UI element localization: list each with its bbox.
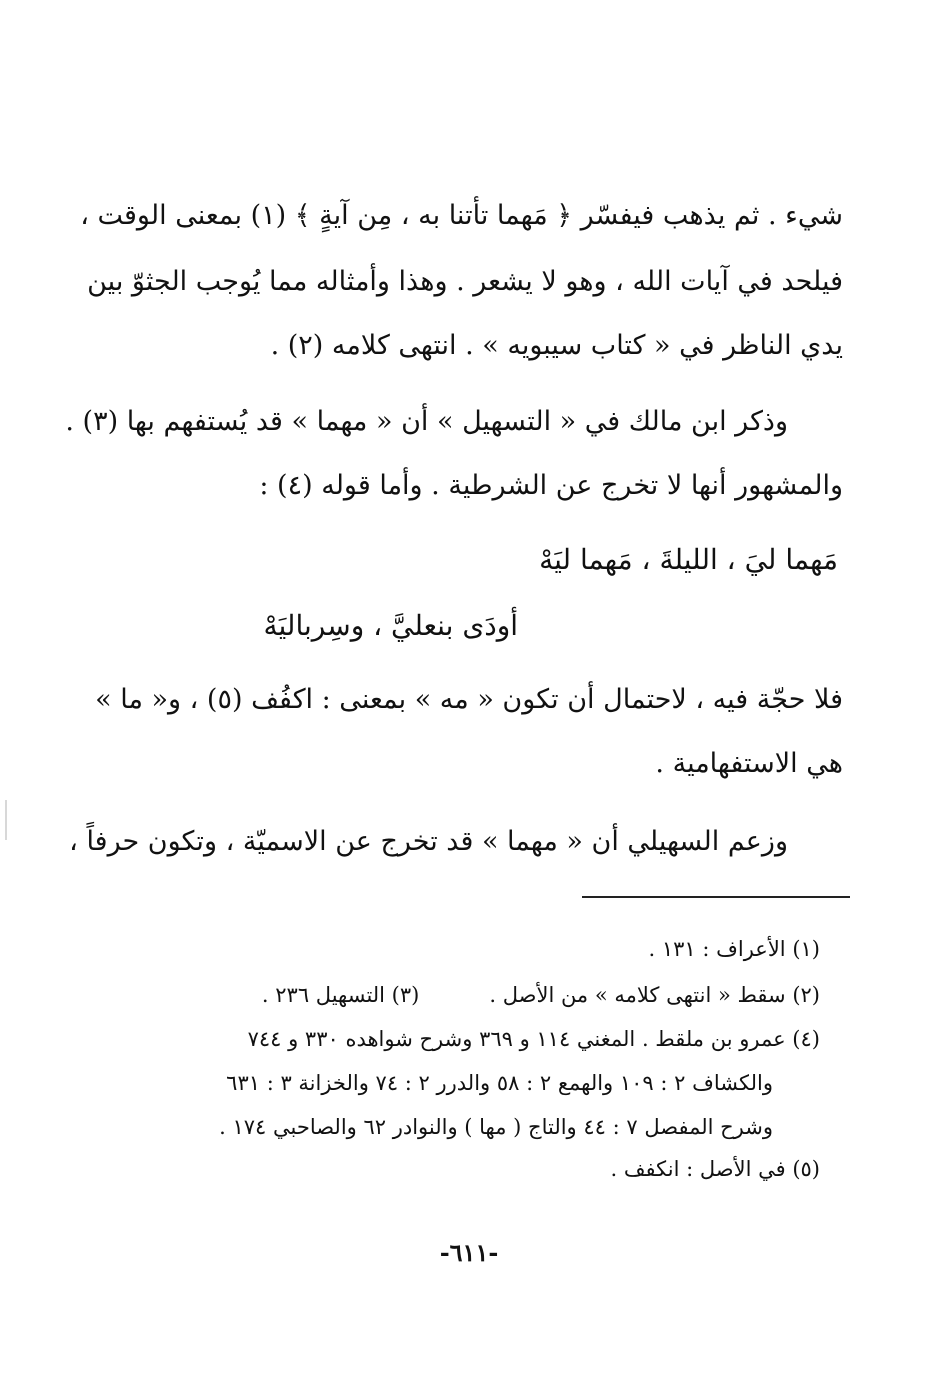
footnote-2: (٢) سقط « انتهى كلامه » من الأصل .	[489, 983, 820, 1007]
footnote-3: (٣) التسهيل ٢٣٦ .	[261, 983, 420, 1007]
paragraph-2-line-1: وذكر ابن مالك في « التسهيل » أن « مهما » قد يُستفهم بها (٣) .	[65, 406, 788, 437]
footnote-5: (٥) في الأصل : انكفف .	[610, 1157, 820, 1181]
paragraph-2-line-2: والمشهور أنها لا تخرج عن الشرطية . وأما قوله (٤) :	[259, 470, 843, 501]
paragraph-4-line-1: وزعم السهيلي أن « مهما » قد تخرج عن الاسميّة ، وتكون حرفاً ،	[69, 826, 788, 857]
footnote-1: (١) الأعراف : ١٣١ .	[648, 937, 820, 961]
paragraph-1-line-3: يدي الناظر في « كتاب سيبويه » . انتهى كلامه (٢) .	[270, 330, 843, 361]
paragraph-1-line-1: شيء . ثم يذهب فيفسّر ﴿ مَهما تأتنا به ، مِن آيةٍ ﴾ (١) بمعنى الوقت ،	[80, 200, 843, 231]
margin-scan-mark	[5, 800, 7, 840]
paragraph-3-line-1: فلا حجّة فيه ، لاحتمال أن تكون « مه » بمعنى : اكفُف (٥) ، و« ما »	[95, 684, 843, 715]
verse-line-1: مَهما ليَ ، الليلةَ ، مَهما ليَهْ	[539, 543, 838, 576]
footnote-4-line-3: وشرح المفصل ٧ : ٤٤ والتاج ( مها ) والنوادر ٦٢ والصاحبي ١٧٤ .	[219, 1115, 773, 1139]
footnote-4-line-2: والكشاف ٢ : ١٠٩ والهمع ٢ : ٥٨ والدرر ٢ : ٧٤ والخزانة ٣ : ٦٣١	[226, 1071, 773, 1095]
footnote-4-line-1: (٤) عمرو بن ملقط . المغني ١١٤ و ٣٦٩ وشرح شواهده ٣٣٠ و ٧٤٤	[247, 1027, 820, 1051]
page-number: -٦١١-	[439, 1238, 499, 1267]
verse-line-2: أودَى بنعليَّ ، وسِرباليَهْ	[263, 609, 518, 642]
footnote-separator	[582, 896, 850, 898]
paragraph-1-line-2: فيلحد في آيات الله ، وهو لا يشعر . وهذا وأمثاله مما يُوجب الجثوّ بين	[87, 266, 843, 297]
footnote-2-3	[262, 980, 820, 1010]
paragraph-3-line-2: هي الاستفهامية .	[655, 748, 843, 779]
